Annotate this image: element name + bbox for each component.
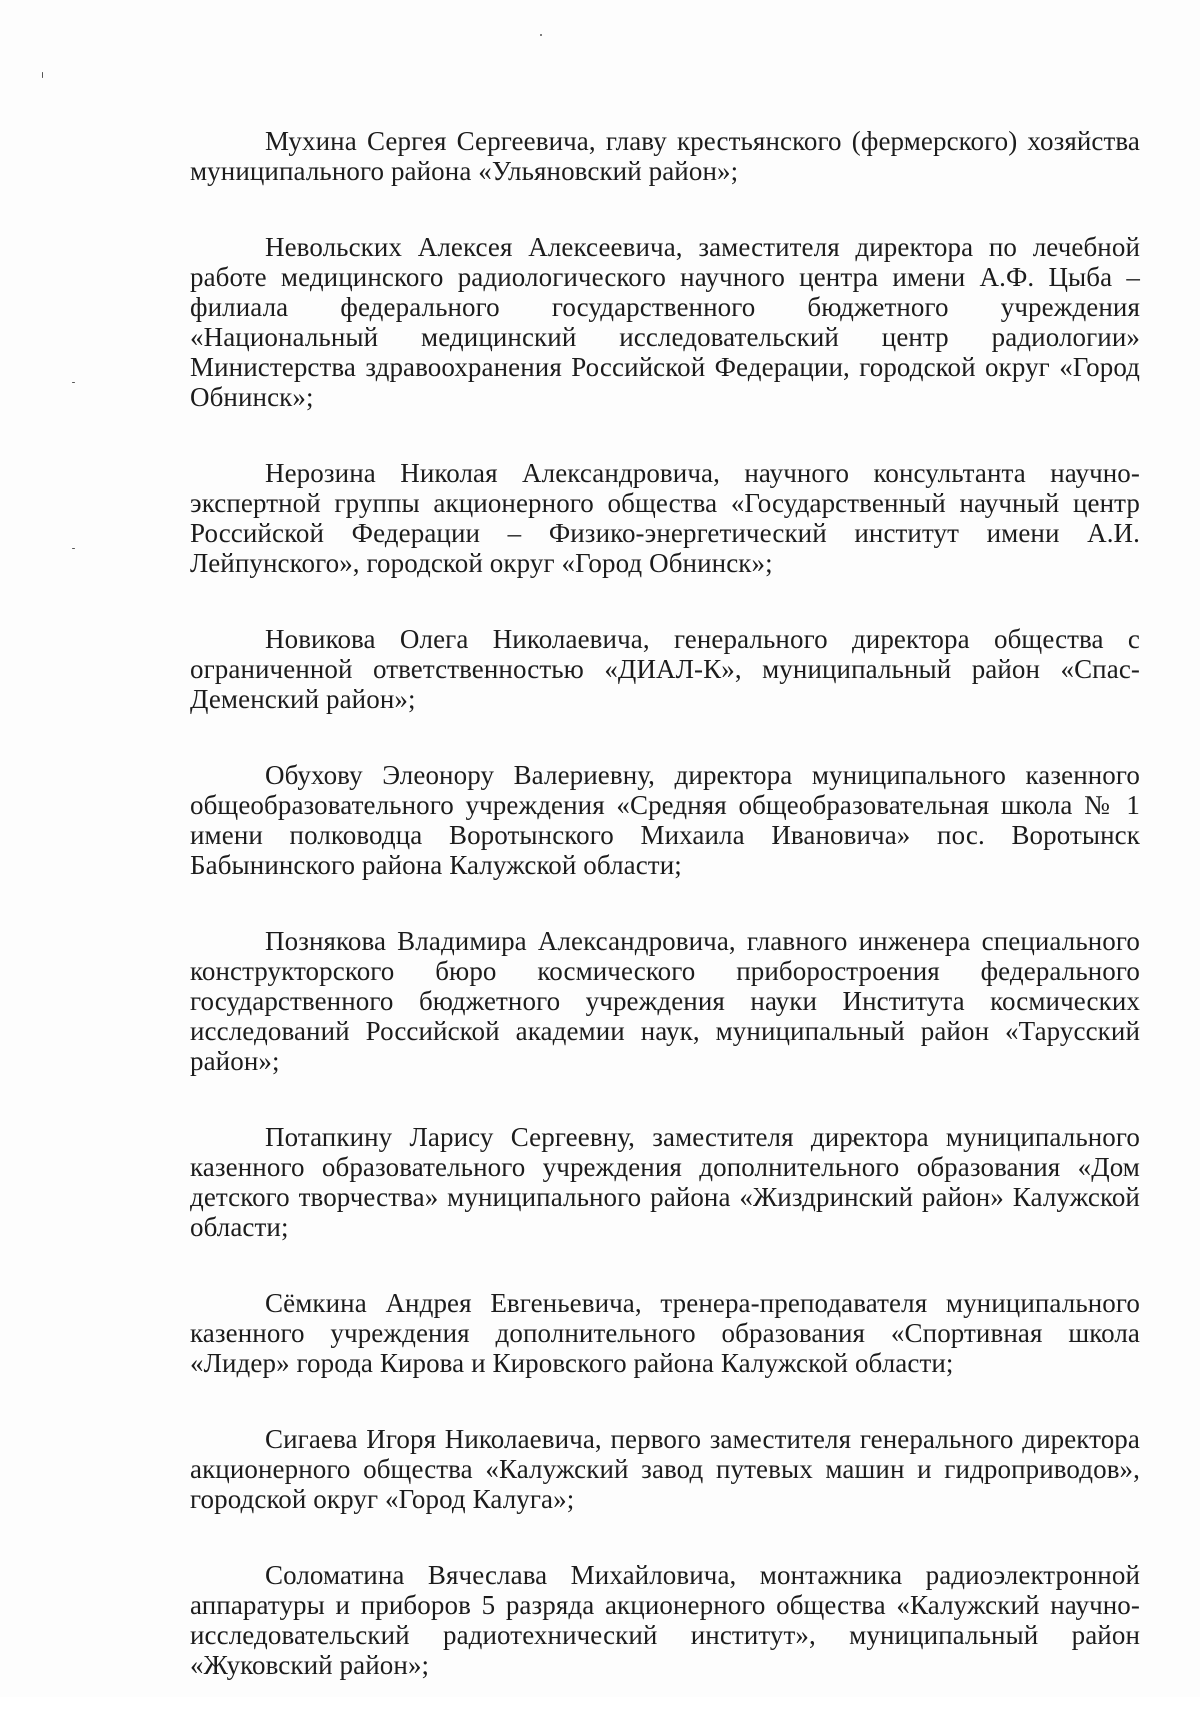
paragraph-potapkina: Потапкину Ларису Сергеевну, заместителя директора муниципального казенного образовательного учреждения дополнительного образования «Дом детского творчества» муниципального района «Жиздринский район» Калужской области; (190, 1122, 1140, 1242)
paragraph-solomatin: Соломатина Вячеслава Михайловича, монтажника радиоэлектронной аппаратуры и приборов 5 разряда акционерного общества «Калужский научно-исследовательский радиотехнический институт», муниципальный район «Жуковский район»; (190, 1560, 1140, 1680)
paragraph-semkin: Сёмкина Андрея Евгеньевича, тренера-преподавателя муниципального казенного учреждения дополнительного образования «Спортивная школа «Лидер» города Кирова и Кировского района Калужской области; (190, 1288, 1140, 1378)
paragraph-mukhin: Мухина Сергея Сергеевича, главу крестьянского (фермерского) хозяйства муниципального района «Ульяновский район»; (190, 126, 1140, 186)
scan-speck (72, 382, 75, 383)
paragraph-poznyakov: Познякова Владимира Александровича, главного инженера специального конструкторского бюро космического приборостроения федерального государственного бюджетного учреждения науки Института космических исследований Российской академии наук, муниципальный район «Тарусский район»; (190, 926, 1140, 1076)
scan-speck (540, 34, 542, 36)
scan-speck (42, 72, 43, 78)
scan-speck (72, 548, 75, 549)
paragraph-obukhova: Обухову Элеонору Валериевну, директора муниципального казенного общеобразовательного учреждения «Средняя общеобразовательная школа № 1 имени полководца Воротынского Михаила Ивановича» пос. Воротынск Бабынинского района Калужской области; (190, 760, 1140, 880)
paragraph-novikov: Новикова Олега Николаевича, генерального директора общества с ограниченной ответственностью «ДИАЛ-К», муниципальный район «Спас-Деменский район»; (190, 624, 1140, 714)
paragraph-nevolskikh: Невольских Алексея Алексеевича, заместителя директора по лечебной работе медицинского радиологического научного центра имени А.Ф. Цыба – филиала федерального государственного бюджетного учреждения «Национальный медицинский исследовательский центр радиологии» Министерства здравоохранения Российской Федерации, городской округ «Город Обнинск»; (190, 232, 1140, 412)
paragraph-sigaev: Сигаева Игоря Николаевича, первого заместителя генерального директора акционерного общества «Калужский завод путевых машин и гидроприводов», городской округ «Город Калуга»; (190, 1424, 1140, 1514)
document-body (190, 126, 1140, 1726)
paragraph-nerozin: Нерозина Николая Александровича, научного консультанта научно-экспертной группы акционерного общества «Государственный научный центр Российской Федерации – Физико-энергетический институт имени А.И. Лейпунского», городской округ «Город Обнинск»; (190, 458, 1140, 578)
